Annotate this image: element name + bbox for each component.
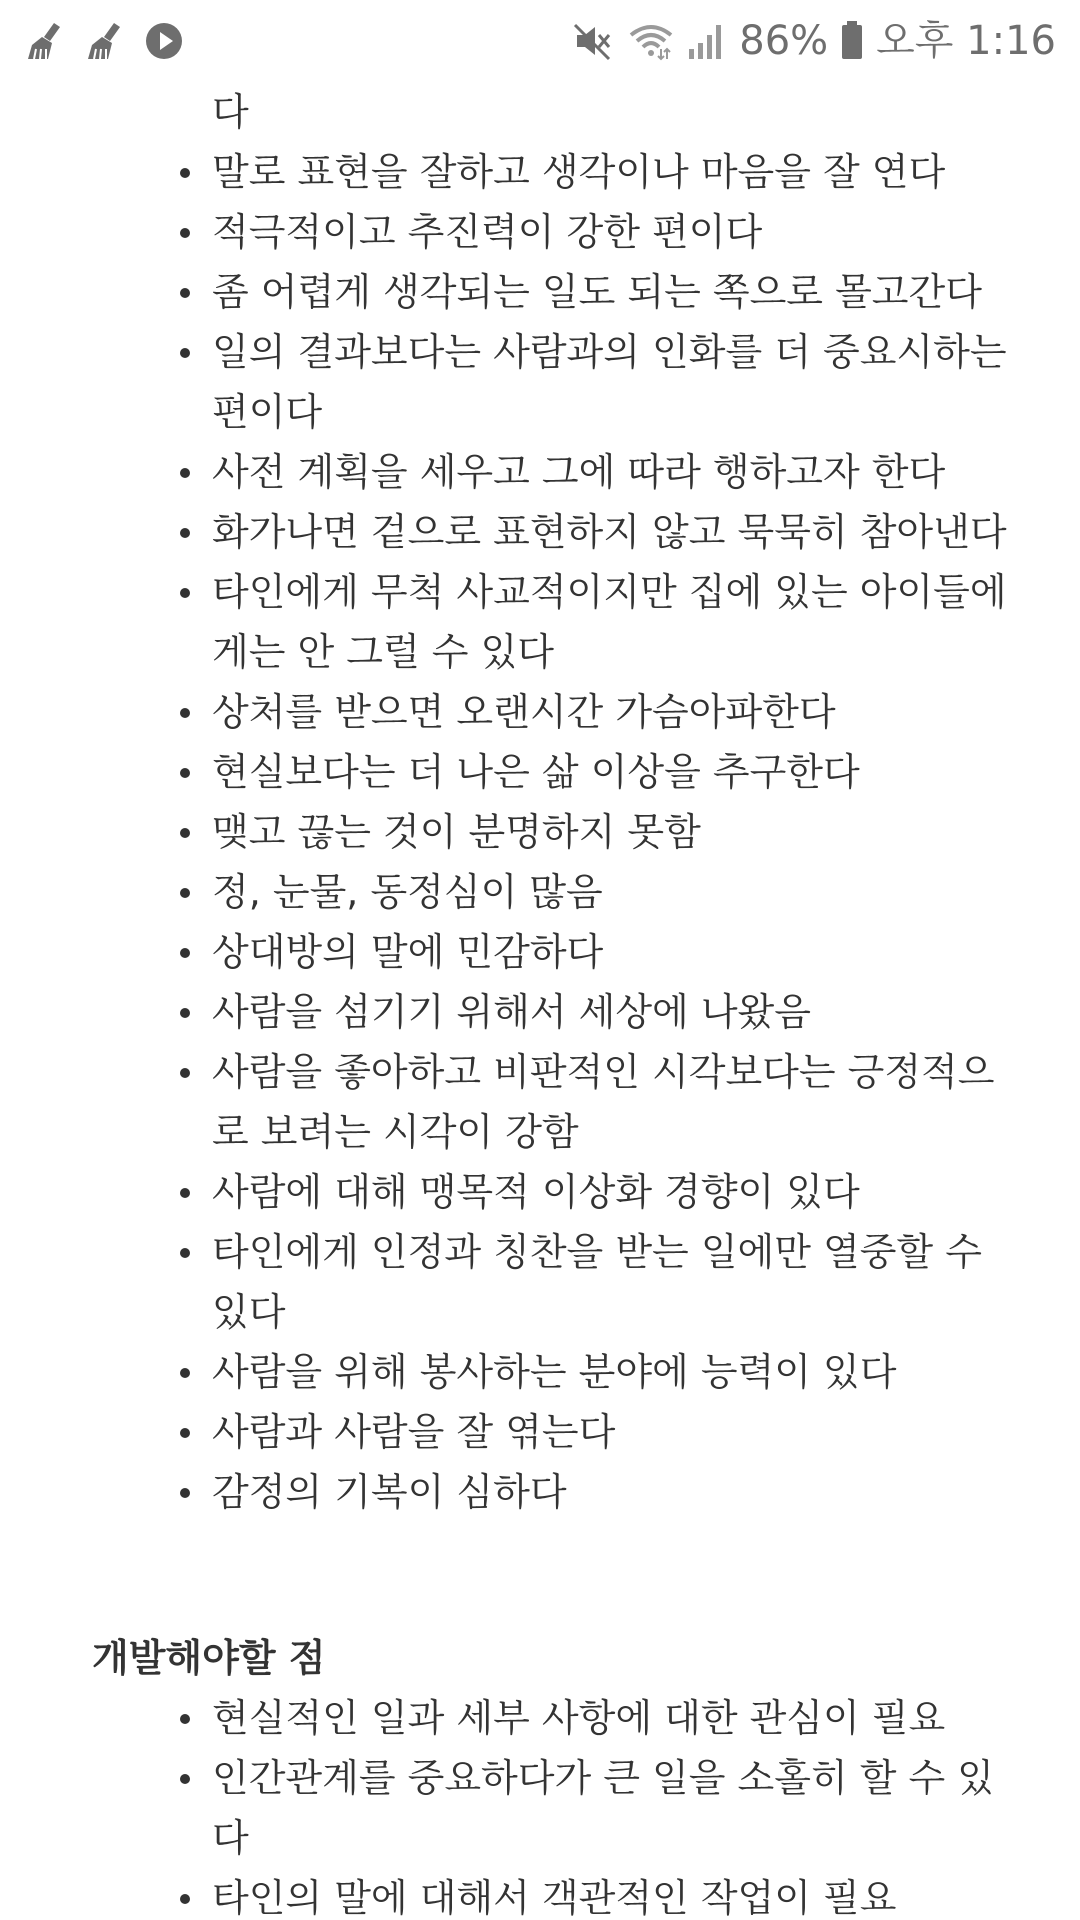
list-item [0,742,1080,802]
list-item-text: 사람을 좋아하고 비판적인 시각보다는 긍정적으로 보려는 시각이 강함 [212,1050,995,1154]
bullet [180,288,190,298]
leading-text: 다 [212,90,249,134]
list-item [0,202,1080,262]
mute-icon [571,19,615,63]
signal-icon [687,19,727,63]
status-right [559,19,1056,63]
bullet [180,1188,190,1198]
list-item-text: 현실보다는 더 나은 삶 이상을 추구한다 [212,750,860,794]
list-item-text: 좀 어렵게 생각되는 일도 되는 쪽으로 몰고간다 [212,270,982,314]
play-circle-icon [144,21,184,61]
list-item-text: 일의 결과보다는 사람과의 인화를 더 중요시하는 편이다 [212,330,1007,434]
list-item-text: 타인에게 무척 사교적이지만 집에 있는 아이들에게는 안 그럴 수 있다 [212,570,1007,674]
article-content [0,82,1080,1920]
bullet [180,348,190,358]
list-item [0,142,1080,202]
battery-percent: 86% [739,18,829,64]
bullet [180,168,190,178]
status-time: 오후 1:16 [876,18,1056,64]
bullet [180,1068,190,1078]
list-item [0,562,1080,682]
list-item-text: 타인의 말에 대해서 객관적인 작업이 필요 [212,1876,897,1920]
list-item [0,1748,1080,1868]
list-item-text: 인간관계를 중요하다가 큰 일을 소홀히 할 수 있다 [212,1756,995,1860]
bullet [180,1008,190,1018]
bullet [180,828,190,838]
bullet [180,1368,190,1378]
bullet [180,948,190,958]
list-item-text: 감정의 기복이 심하다 [212,1470,567,1514]
list-item [0,1688,1080,1748]
bullet [180,1774,190,1784]
bullet [180,888,190,898]
list-item [0,982,1080,1042]
list-item-text: 상처를 받으면 오랜시간 가슴아파한다 [212,690,836,734]
bullet [180,228,190,238]
bullet [180,1248,190,1258]
list-item-text: 적극적이고 추진력이 강한 편이다 [212,210,763,254]
status-left [24,19,200,63]
bullet [180,1894,190,1904]
list-item [0,502,1080,562]
list-item-text: 말로 표현을 잘하고 생각이나 마음을 잘 연다 [212,150,946,194]
list-item-text: 화가나면 겉으로 표현하지 않고 묵묵히 참아낸다 [212,510,1007,554]
bullet [180,528,190,538]
list-item [0,922,1080,982]
list-item [0,1042,1080,1162]
broom-icon [84,19,128,63]
list-item [0,1222,1080,1342]
list-item [0,442,1080,502]
status-bar [0,0,1080,82]
development-list [0,1688,1080,1920]
bullet [180,468,190,478]
list-item-text: 사전 계획을 세우고 그에 따라 행하고자 한다 [212,450,946,494]
list-item-text: 맺고 끊는 것이 분명하지 못함 [212,810,701,854]
bullet [180,1488,190,1498]
bullet [180,768,190,778]
list-item [0,1342,1080,1402]
list-item-text: 사람을 섬기기 위해서 세상에 나왔음 [212,990,811,1034]
section-heading: 개발해야할 점 [92,1636,326,1680]
bullet [180,1428,190,1438]
broom-icon [24,19,68,63]
list-item-text: 정, 눈물, 동정심이 많음 [212,870,603,914]
list-item [0,802,1080,862]
list-item [0,262,1080,322]
bullet [180,1714,190,1724]
list-item [0,322,1080,442]
bullet [180,708,190,718]
list-item [0,1868,1080,1920]
list-item-text: 사람과 사람을 잘 엮는다 [212,1410,616,1454]
list-item [0,682,1080,742]
list-item [0,862,1080,922]
list-item [0,1402,1080,1462]
list-item-text: 현실적인 일과 세부 사항에 대한 관심이 필요 [212,1696,946,1740]
list-item-text: 상대방의 말에 민감하다 [212,930,604,974]
list-item [0,1162,1080,1222]
wifi-icon [627,19,675,63]
list-item-text: 사람을 위해 봉사하는 분야에 능력이 있다 [212,1350,897,1394]
list-item [0,1462,1080,1522]
list-item-text: 타인에게 인정과 칭찬을 받는 일에만 열중할 수 있다 [212,1230,982,1334]
list-item-text: 사람에 대해 맹목적 이상화 경향이 있다 [212,1170,860,1214]
battery-icon [840,19,864,63]
bullet [180,588,190,598]
traits-list [0,142,1080,1522]
